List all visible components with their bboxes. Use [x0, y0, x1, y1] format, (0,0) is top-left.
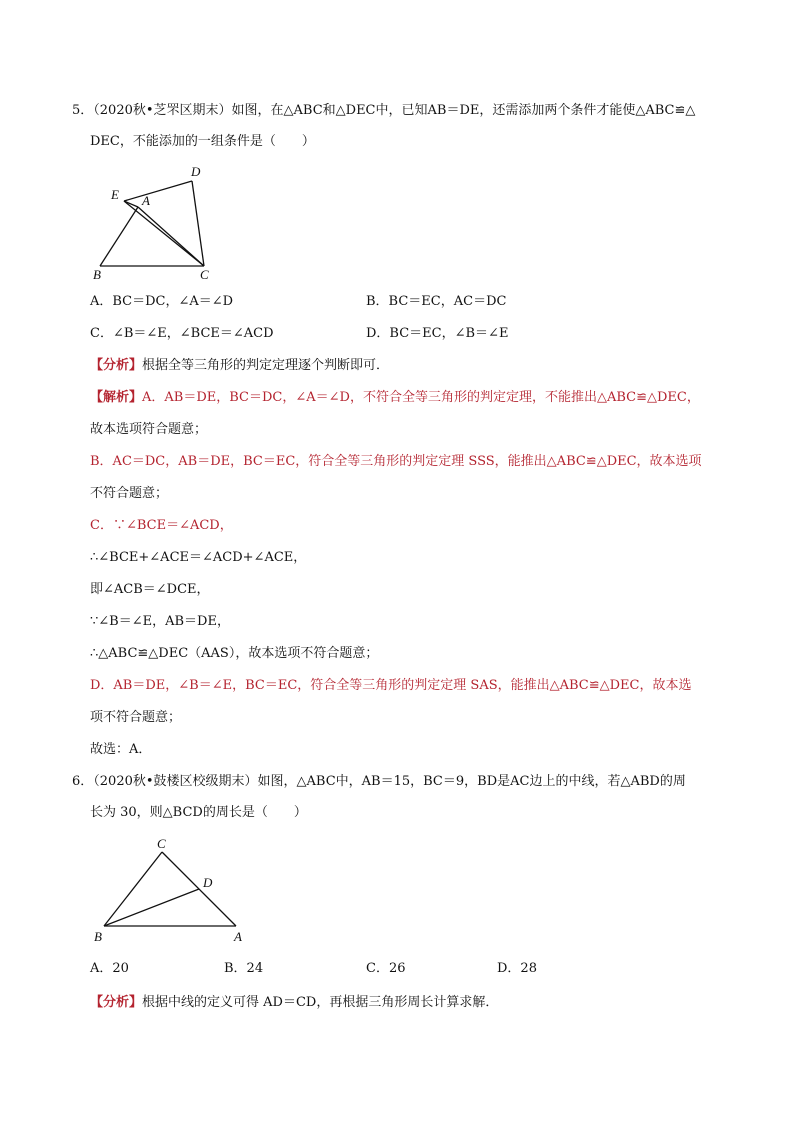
q5-answer: 故选：A．: [90, 742, 152, 757]
q5-solution-line-6: ∴∠BCE+∠ACE＝∠ACD+∠ACE，: [90, 550, 307, 565]
q6-stem-line-1: 6．（2020秋•鼓楼区校级期末）如图，△ABC中，AB＝15，BC＝9，BD是AC边上的中线，若△ABD的周: [72, 774, 686, 789]
q5-label-d: D: [191, 164, 201, 179]
q6-stem-line-2: 长为 30，则△BCD的周长是（ ）: [90, 805, 307, 820]
q5-solution-line-11: 项不符合题意；: [90, 710, 182, 725]
q5-label-b: B: [93, 267, 101, 282]
q5-stem-line-2: DEC，不能添加的一组条件是（ ）: [90, 134, 315, 149]
q5-solution-line-8: ∵∠B＝∠E，AB＝DE，: [90, 614, 230, 629]
q5-analysis-tag: 【分析】: [90, 358, 143, 373]
q5-option-a[interactable]: A．BC＝DC，∠A＝∠D: [90, 294, 234, 309]
q5-solution-tag: 【解析】: [90, 390, 143, 405]
q5-option-d[interactable]: D．BC＝EC，∠B＝∠E: [366, 326, 509, 341]
q6-label-b: B: [94, 929, 102, 944]
q5-solution-text-1: A．AB＝DE，BC＝DC，∠A＝∠D，不符合全等三角形的判定定理，不能推出△ABC≌△DEC，: [142, 390, 700, 405]
q6-label-a: A: [234, 929, 242, 944]
q5-solution-line-10: D．AB＝DE，∠B＝∠E，BC＝EC，符合全等三角形的判定定理 SAS，能推出△ABC≌△DEC，故本选: [90, 678, 692, 693]
q5-solution-line-2: 故本选项符合题意；: [90, 422, 208, 437]
q6-option-b[interactable]: B．24: [224, 961, 264, 976]
q6-option-c[interactable]: C．26: [366, 961, 406, 976]
q5-label-a: A: [142, 193, 150, 208]
q5-option-c[interactable]: C．∠B＝∠E，∠BCE＝∠ACD: [90, 326, 274, 341]
q6-analysis-text: 根据中线的定义可得 AD＝CD，再根据三角形周长计算求解．: [142, 995, 499, 1010]
q5-stem-line-1: 5．（2020秋•芝罘区期末）如图，在△ABC和△DEC中，已知AB＝DE，还需添加两个条件才能使△ABC≌△: [72, 103, 696, 118]
q6-analysis: [90, 995, 498, 1011]
q5-label-c: C: [200, 267, 209, 282]
q6-option-d[interactable]: D．28: [497, 961, 537, 976]
q5-analysis-text: 根据全等三角形的判定定理逐个判断即可．: [142, 358, 390, 373]
q6-option-a[interactable]: A．20: [90, 961, 129, 976]
q5-option-b[interactable]: B．BC＝EC，AC＝DC: [366, 294, 507, 309]
q6-analysis-tag: 【分析】: [90, 995, 143, 1010]
q5-label-e: E: [111, 187, 119, 202]
q6-label-d: D: [203, 875, 213, 890]
q6-label-c: C: [157, 836, 166, 851]
q5-solution-line-4: 不符合题意；: [90, 486, 169, 501]
q5-solution-line-9: ∴△ABC≌△DEC（AAS），故本选项不符合题意；: [90, 646, 379, 661]
q5-solution-line-5: C．∵∠BCE＝∠ACD，: [90, 518, 233, 533]
q5-solution-line-7: 即∠ACB＝∠DCE，: [90, 582, 210, 597]
q5-solution-line-3: B．AC＝DC，AB＝DE，BC＝EC，符合全等三角形的判定定理 SSS，能推出△ABC≌△DEC，故本选项: [90, 454, 702, 469]
